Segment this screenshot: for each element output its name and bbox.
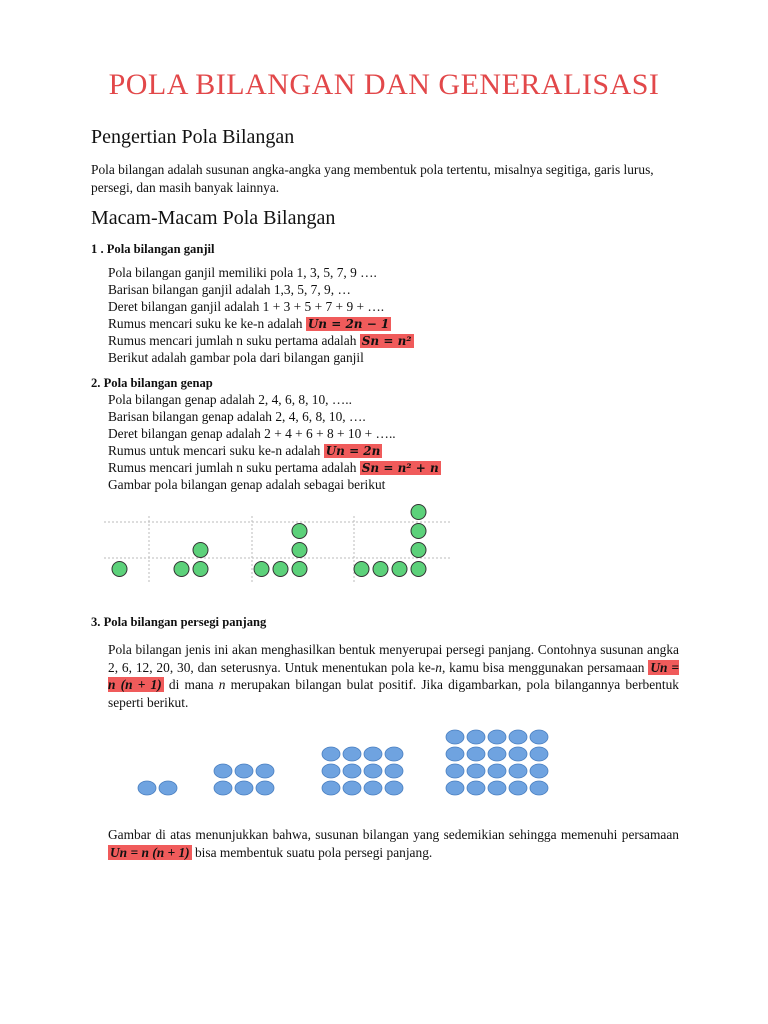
persegi-panjang-dot — [509, 781, 527, 795]
persegi-panjang-dot — [322, 781, 340, 795]
genap-circle — [411, 543, 426, 558]
section-heading-macam: Macam-Macam Pola Bilangan — [91, 207, 336, 229]
persegi-panjang-dot — [530, 730, 548, 744]
persegi-panjang-dot — [364, 747, 382, 761]
persegi-panjang-dot — [488, 764, 506, 778]
ganjil-line-4 — [108, 316, 391, 332]
persegi-panjang-dot — [385, 781, 403, 795]
persegi-panjang-dot — [530, 764, 548, 778]
persegi-panjang-dot — [235, 781, 253, 795]
persegi-panjang-dot — [446, 764, 464, 778]
persegi-panjang-dot — [385, 764, 403, 778]
persegi-panjang-dot — [509, 747, 527, 761]
genap-line-1: Pola bilangan genap adalah 2, 4, 6, 8, 10, ….. — [108, 392, 352, 407]
persegi-panjang-dot — [138, 781, 156, 795]
ganjil-line-4-text: Rumus mencari suku ke ke-n adalah — [108, 316, 303, 331]
genap-circle — [292, 562, 307, 577]
persegi-panjang-dot — [488, 730, 506, 744]
persegi-panjang-dot — [214, 764, 232, 778]
genap-circle — [193, 562, 208, 577]
genap-circle — [193, 543, 208, 558]
genap-circle — [411, 524, 426, 539]
persegi-panjang-dot — [530, 781, 548, 795]
genap-line-5-text: Rumus mencari jumlah n suku pertama adalah — [108, 460, 357, 475]
section-heading-pengertian: Pengertian Pola Bilangan — [91, 126, 295, 148]
ganjil-formula-un: Un = 2n − 1 — [307, 317, 390, 331]
genap-circle — [392, 562, 407, 577]
genap-pattern-figure — [104, 496, 450, 584]
persegi-panjang-dot — [364, 781, 382, 795]
persegi-panjang-paragraph-2 — [108, 826, 679, 861]
persegi-panjang-dot — [467, 764, 485, 778]
pengertian-paragraph: Pola bilangan adalah susunan angka-angka yang membentuk pola tertentu, misalnya segitiga, garis lurus, persegi, dan masih banyak lainnya. — [91, 162, 654, 195]
genap-circle — [292, 524, 307, 539]
persegi-panjang-dot — [364, 764, 382, 778]
genap-formula-sn: Sn = n² + n — [361, 461, 439, 475]
persegi-panjang-dot — [446, 781, 464, 795]
pp-text-n: n — [435, 659, 442, 675]
genap-line-5 — [108, 460, 441, 476]
item-heading-persegi-panjang: 3. Pola bilangan persegi panjang — [91, 615, 267, 629]
genap-circle — [174, 562, 189, 577]
genap-line-3: Deret bilangan genap adalah 2 + 4 + 6 + 8 + 10 + ….. — [108, 426, 396, 441]
genap-formula-un: Un = 2n — [325, 444, 381, 458]
ganjil-line-1: Pola bilangan ganjil memiliki pola 1, 3, 5, 7, 9 …. — [108, 265, 377, 280]
genap-circle — [254, 562, 269, 577]
pp-text-c: di mana — [168, 677, 214, 692]
genap-circle — [354, 562, 369, 577]
persegi-panjang-dot — [467, 781, 485, 795]
item-heading-ganjil: 1 . Pola bilangan ganjil — [91, 242, 215, 256]
genap-line-2: Barisan bilangan genap adalah 2, 4, 6, 8, 10, …. — [108, 409, 366, 424]
pp2-formula: Un = n (n + 1) — [110, 844, 190, 860]
genap-circle — [292, 543, 307, 558]
persegi-panjang-paragraph-1 — [108, 641, 679, 711]
persegi-panjang-dot — [446, 747, 464, 761]
persegi-panjang-dot — [256, 764, 274, 778]
ganjil-line-3: Deret bilangan ganjil adalah 1 + 3 + 5 + 7 + 9 + …. — [108, 299, 385, 314]
pp-text-a: Pola bilangan jenis ini akan menghasilkan bentuk menyerupai persegi panjang. Contohnya susunan angka 2, 6, 12, 20, 30, dan seterusnya. Untuk menentukan pola ke- — [108, 642, 679, 675]
persegi-panjang-dot — [322, 764, 340, 778]
ganjil-line-5-text: Rumus mencari jumlah n suku pertama adalah — [108, 333, 357, 348]
persegi-panjang-pattern-figure — [130, 724, 560, 804]
persegi-panjang-dot — [159, 781, 177, 795]
genap-line-6: Gambar pola bilangan genap adalah sebagai berikut — [108, 477, 386, 492]
pp-formula: Un = n (n + 1) — [108, 659, 679, 692]
ganjil-line-2: Barisan bilangan ganjil adalah 1,3, 5, 7, 9, … — [108, 282, 351, 297]
pp2-text-a: Gambar di atas menunjukkan bahwa, susunan bilangan yang sedemikian sehingga memenuhi persamaan — [108, 827, 679, 842]
genap-circle — [373, 562, 388, 577]
persegi-panjang-dot — [214, 781, 232, 795]
persegi-panjang-dot — [446, 730, 464, 744]
genap-circle — [411, 505, 426, 520]
persegi-panjang-dot — [256, 781, 274, 795]
ganjil-line-5 — [108, 333, 414, 349]
genap-line-4 — [108, 443, 382, 459]
genap-line-4-text: Rumus untuk mencari suku ke-n adalah — [108, 443, 321, 458]
item-heading-genap: 2. Pola bilangan genap — [91, 376, 213, 390]
persegi-panjang-dot — [488, 747, 506, 761]
persegi-panjang-dot — [343, 764, 361, 778]
persegi-panjang-dot — [509, 764, 527, 778]
persegi-panjang-dot — [343, 747, 361, 761]
persegi-panjang-dot — [322, 747, 340, 761]
ganjil-line-6: Berikut adalah gambar pola dari bilangan ganjil — [108, 350, 364, 365]
persegi-panjang-dot — [343, 781, 361, 795]
persegi-panjang-dot — [467, 747, 485, 761]
persegi-panjang-dot — [530, 747, 548, 761]
persegi-panjang-dot — [467, 730, 485, 744]
genap-circle — [411, 562, 426, 577]
ganjil-formula-sn: Sn = n² — [361, 334, 412, 348]
pp2-text-b: bisa membentuk suatu pola persegi panjang. — [194, 844, 433, 860]
page-title: POLA BILANGAN DAN GENERALISASI — [108, 68, 660, 101]
persegi-panjang-dot — [235, 764, 253, 778]
persegi-panjang-dot — [385, 747, 403, 761]
pp-text-n2: n — [218, 677, 226, 692]
persegi-panjang-dot — [509, 730, 527, 744]
pp-text-b: , kamu bisa menggunakan persamaan — [441, 659, 645, 675]
persegi-panjang-dot — [488, 781, 506, 795]
genap-circle — [112, 562, 127, 577]
genap-circle — [273, 562, 288, 577]
pp-text-d: merupakan bilangan bulat positif. Jika digambarkan, pola bilangannya berbentuk seperti berikut. — [108, 677, 679, 710]
